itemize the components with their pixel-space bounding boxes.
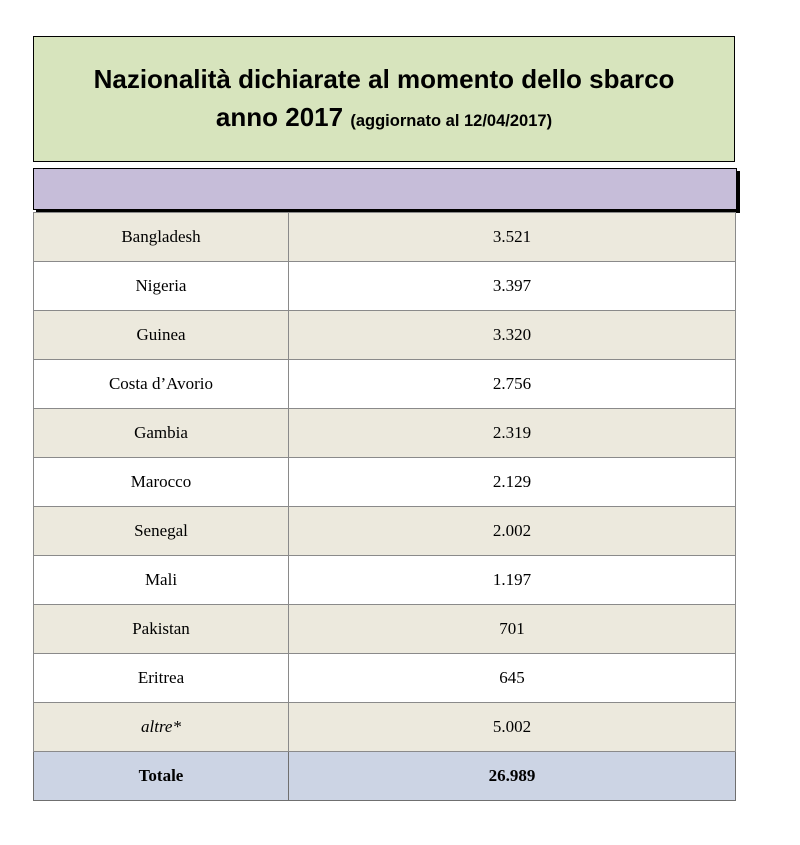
country-cell: Guinea [34, 311, 289, 360]
table-total-row [34, 752, 736, 801]
value-cell: 3.397 [289, 262, 736, 311]
table-row [34, 262, 736, 311]
title-update-note: (aggiornato al 12/04/2017) [350, 112, 553, 130]
table-row [34, 458, 736, 507]
value-cell: 5.002 [289, 703, 736, 752]
table-row [34, 654, 736, 703]
country-cell: Gambia [34, 409, 289, 458]
table-row [34, 703, 736, 752]
page-title [34, 61, 734, 136]
title-banner [33, 36, 735, 162]
country-cell: Eritrea [34, 654, 289, 703]
country-cell: Bangladesh [34, 213, 289, 262]
table-row [34, 507, 736, 556]
country-cell: Senegal [34, 507, 289, 556]
value-cell: 645 [289, 654, 736, 703]
country-cell: Marocco [34, 458, 289, 507]
table-row [34, 360, 736, 409]
value-cell: 2.002 [289, 507, 736, 556]
title-main-text: Nazionalità dichiarate al momento dello sbarco anno 2017 [93, 64, 675, 132]
country-cell: Nigeria [34, 262, 289, 311]
country-cell: altre* [34, 703, 289, 752]
table-row [34, 311, 736, 360]
value-cell: 1.197 [289, 556, 736, 605]
value-cell: 3.521 [289, 213, 736, 262]
nationalities-table [33, 212, 736, 801]
total-value: 26.989 [289, 752, 736, 801]
table-header-band [33, 168, 737, 210]
value-cell: 2.129 [289, 458, 736, 507]
country-cell: Pakistan [34, 605, 289, 654]
table-row [34, 556, 736, 605]
country-cell: Mali [34, 556, 289, 605]
value-cell: 3.320 [289, 311, 736, 360]
value-cell: 2.319 [289, 409, 736, 458]
total-label: Totale [34, 752, 289, 801]
value-cell: 2.756 [289, 360, 736, 409]
value-cell: 701 [289, 605, 736, 654]
table-row [34, 605, 736, 654]
table-row [34, 213, 736, 262]
table-row [34, 409, 736, 458]
country-cell: Costa d’Avorio [34, 360, 289, 409]
